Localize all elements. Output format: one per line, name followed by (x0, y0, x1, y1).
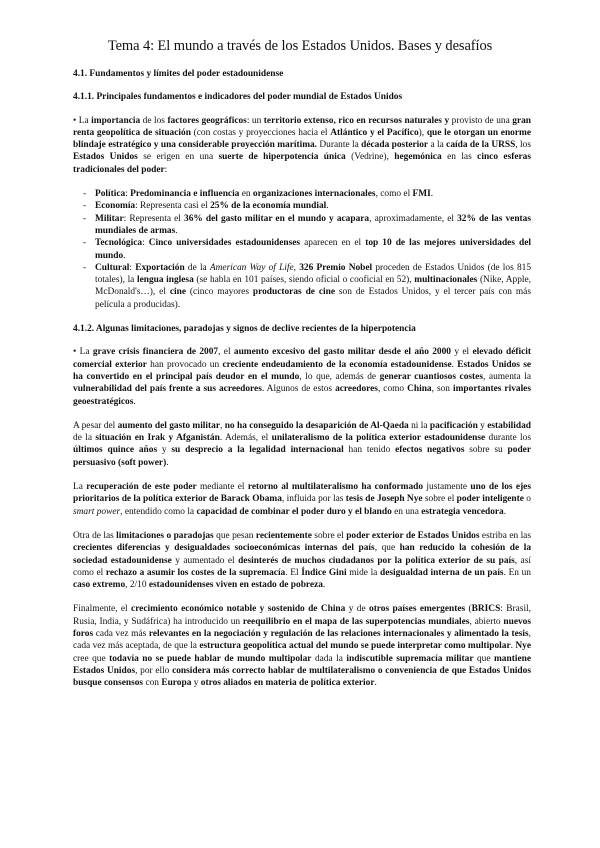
bold-text: nuevos foros (73, 616, 532, 639)
text-run: , 2/10 (125, 580, 149, 591)
text-run: . (322, 580, 326, 591)
italic-text: American Way of Life (209, 262, 294, 273)
bold-text: crecientes diferencias y desigualdades socioeconómicas internas del país (73, 543, 375, 554)
bold-text: grave crisis financiera de 2007 (92, 347, 219, 358)
bold-text: no ha conseguido la desaparición de Al-Qaeda (224, 420, 409, 431)
bold-text: Nye (515, 641, 532, 652)
bold-text: situación en Irak y Afganistán (95, 433, 220, 444)
text-run: sobre el (422, 494, 457, 505)
text-run: o (523, 494, 531, 505)
text-run: sobre el (311, 530, 347, 541)
bold-text: Política (95, 189, 126, 200)
text-run: de la (73, 433, 96, 444)
text-run: . (510, 641, 516, 652)
text-run: , aproximadamente, el (369, 213, 458, 224)
text-run: . (430, 189, 434, 200)
bold-text: caída de la URSS (446, 140, 516, 151)
text-run: ( (465, 604, 472, 615)
paragraph-inequality (73, 530, 531, 591)
list-dash: - (83, 213, 87, 224)
list-item-text (95, 201, 329, 211)
text-run: son de Estados Unidos, y el tercer país con más película a producidas). (95, 287, 531, 310)
text-run: , por ello (135, 665, 173, 676)
text-run: Otra de las (73, 530, 117, 541)
bold-text: aumento del gasto militar (117, 420, 220, 431)
bold-text: 32% de las ventas mundiales de armas (95, 213, 531, 236)
bold-text: generar cuantiosos costes (379, 371, 483, 382)
text-run: . (123, 250, 126, 261)
bold-text: otros países emergentes (369, 604, 466, 615)
bold-text: tesis de Joseph Nye (345, 494, 423, 505)
text-run: y (191, 678, 201, 689)
list-item-text (95, 238, 531, 260)
text-run: estriba en las (479, 530, 531, 541)
list-item-economia (73, 200, 531, 212)
text-run: . El (285, 567, 302, 578)
text-run: en las (441, 152, 478, 163)
text-run: aparecen en el (300, 238, 366, 249)
bold-text: poder persuasivo (soft power) (73, 445, 531, 468)
text-run: : (129, 262, 136, 273)
bold-text: Europa (161, 678, 192, 689)
bold-text: poder exterior de Estados Unidos (346, 530, 480, 541)
text-run: cree que (73, 653, 110, 664)
text-run: , lo que, además de (299, 371, 380, 382)
bold-text: Cultural (95, 262, 130, 273)
text-run: (se habla en 101 países, siendo oficial o cooficial en 52), (193, 275, 415, 286)
list-item-text (95, 263, 531, 310)
bold-text: retorno al multilateralismo (247, 482, 359, 493)
text-run: que pesan (213, 530, 256, 541)
text-run: : (142, 238, 149, 249)
bold-text: Atlántico y el Pacífico (330, 127, 419, 138)
text-run: y (157, 445, 172, 456)
paragraph-multipolar (73, 603, 531, 689)
bold-text: organizaciones internacionales (252, 189, 376, 200)
bold-text: ha conformado (361, 482, 424, 493)
text-run: , el (218, 347, 234, 358)
bold-text: indiscutible supremacía militar (346, 653, 474, 664)
bold-text: BRICS (471, 604, 501, 615)
text-run: , entendido como la (120, 506, 197, 517)
bold-text: acreedores (335, 384, 378, 395)
text-run: . En un (503, 567, 531, 578)
text-run: de los (140, 115, 168, 126)
bold-text: todavía no se puede hablar de mundo multipolar (109, 653, 312, 664)
bold-text: que le otorgan un enorme blindaje estratégico y una considerable proyección marítima. (73, 127, 531, 151)
text-run: , los (515, 140, 531, 151)
text-run: a la (428, 140, 447, 151)
text-run: . (374, 678, 377, 689)
paragraph-smart-power (73, 481, 531, 518)
bold-text: China (407, 384, 432, 395)
subsection-heading: 4.1.2. Algunas limitaciones, paradojas y signos de declive recientes de la hiperpotencia (73, 324, 416, 335)
text-run: . (166, 457, 169, 468)
bold-text: productoras de cine (252, 287, 335, 298)
text-run: : (164, 164, 168, 175)
text-run: . Algunos de estos (261, 384, 336, 395)
bold-text: relevantes en la negociación y regulación de las relaciones internacionales y alimentado la tesis (148, 628, 529, 639)
bold-text: multinacionales (414, 275, 478, 286)
text-run: (cinco mayores (186, 287, 253, 298)
subsection-heading: 4.1.1. Principales fundamentos e indicadores del poder mundial de Estados Unidos (73, 92, 403, 103)
bold-text: pacificación (429, 420, 478, 431)
bold-text: Economía (95, 201, 136, 212)
bold-text: lengua inglesa (136, 275, 194, 286)
text-run: . (326, 201, 329, 212)
text-run: cada vez más (93, 628, 149, 639)
text-run: mide la (346, 567, 380, 578)
list-dash: - (83, 189, 87, 200)
bold-text: Predominancia e influencia (130, 189, 240, 200)
text-run: , (293, 262, 300, 273)
bold-text: suerte de hiperpotencia única (218, 152, 346, 163)
text-run: , abierto (469, 616, 504, 627)
bold-text: efectos negativos (395, 445, 465, 456)
document-title: Tema 4: El mundo a través de los Estados Unidos. Bases y desafíos (107, 38, 493, 54)
bold-text: crecimiento económico notable y sostenido de China (131, 604, 346, 615)
text-run: justamente (423, 482, 471, 493)
document-body (73, 68, 531, 701)
bold-text: Exportación (135, 262, 185, 273)
bold-text: Índice Gini (301, 567, 347, 578)
bold-text: Estados Unidos (73, 152, 138, 163)
paragraph-military-spending (73, 420, 531, 469)
bold-text: década posterior (361, 140, 429, 151)
bold-text: Cinco universidades estadounidenses (148, 238, 301, 249)
text-run: con (143, 678, 162, 689)
bold-text: últimos quince años (73, 445, 158, 456)
text-run: proceden de Estados Unidos (de los 815 totales), la (95, 262, 532, 286)
section-heading: 4.1. Fundamentos y límites del poder estadounidense (73, 69, 284, 79)
bold-text: han reducido la cohesión de la sociedad estadounidense (73, 543, 532, 566)
bold-text: 36% del gasto militar en el mundo y acapara (184, 213, 370, 224)
bold-text: estadounidenses viven en estado de pobreza (148, 580, 323, 591)
text-run: de la (184, 262, 210, 273)
list-item-text (95, 214, 531, 236)
bold-text: su desprecio a la legalidad internacional (171, 445, 344, 456)
bold-text: FMI (412, 189, 431, 200)
text-run: , como (377, 384, 408, 395)
paragraph-geographic-factors (73, 115, 531, 176)
bold-text: otros aliados en materia de política exterior (200, 678, 375, 689)
list-dash: - (83, 238, 87, 249)
text-run: . (451, 359, 458, 370)
italic-text: smart power (73, 506, 121, 517)
text-run: en una (391, 506, 422, 517)
list-item-politica (73, 188, 531, 200)
bold-text: estabilidad (487, 420, 531, 431)
text-run: han tenido (343, 445, 396, 456)
text-run: : Representa el (123, 213, 184, 224)
text-run: , como el (375, 189, 413, 200)
bold-text: rechazo a asumir los costes de la supremacía (105, 567, 286, 578)
text-run: . Además, el (219, 433, 272, 444)
text-run: : Representa casi el (135, 201, 211, 212)
text-run: y aumentado el (171, 555, 239, 566)
text-run: han provocado un (146, 359, 223, 370)
bold-text: unilateralismo de la política exterior estadounidense (271, 433, 486, 444)
bold-text: Tecnológica (95, 238, 143, 249)
text-run: Durante la (317, 140, 362, 151)
bold-text: estrategia vencedora (421, 506, 504, 517)
list-item-militar (73, 213, 531, 238)
bold-text: capacidad de combinar el poder duro y el blando (196, 506, 392, 517)
bold-text: factores geográficos (167, 115, 247, 126)
text-run: y (477, 420, 488, 431)
text-run: sobre su (464, 445, 508, 456)
bold-text: importancia (91, 115, 141, 126)
text-run: , son (431, 384, 453, 395)
text-run: • La (73, 115, 92, 126)
text-run: La (73, 482, 87, 493)
text-run: (Vedrine), (345, 152, 395, 163)
text-run: , así como el (73, 555, 531, 578)
bold-text: elevado déficit comercial exterior (73, 347, 531, 370)
bold-text: aumento excesivo del gasto militar desde el año 2000 (233, 347, 451, 358)
list-dash: - (83, 201, 87, 212)
text-run: en (239, 189, 253, 200)
bold-text: importantes rivales geoestratégicos (73, 384, 531, 407)
bold-text: desinterés de muchos ciudadanos por la política exterior de su país (238, 555, 515, 566)
text-run: dada la (311, 653, 347, 664)
bold-text: cine (169, 287, 186, 298)
text-run: , que (374, 543, 400, 554)
bold-text: considera más correcto hablar de multilateralismo o conveniencia de que Estados Unidos busque consensos (73, 665, 531, 689)
bold-text: reequilibrio en el mapa de las superpotencias mundiales (242, 616, 470, 627)
text-run: mediante el (196, 482, 248, 493)
list-dash: - (83, 262, 87, 273)
bold-text: mantiene Estados Unidos (73, 653, 531, 676)
text-run: , (220, 420, 225, 431)
bold-text: Militar (95, 213, 124, 224)
power-spheres-list (73, 188, 531, 311)
text-run: (Nike, Apple, McDonald's…), el (95, 275, 531, 298)
text-run: , cada vez más aceptada, de que la (73, 628, 531, 652)
text-run: y de (345, 604, 369, 615)
text-run: . (175, 225, 178, 236)
text-run: . (133, 396, 136, 407)
bold-text: uno de los ejes prioritarios de la política exterior de Barack Obama (73, 482, 531, 505)
bold-text: hegemónica (394, 152, 442, 163)
text-run: , aumenta la (482, 371, 531, 382)
bold-text: limitaciones o paradojas (116, 530, 214, 541)
bold-text: cinco esferas tradicionales del poder (73, 152, 532, 175)
text-run: . (503, 506, 507, 517)
bold-text: desigualdad interna de un país (379, 567, 504, 578)
text-run: provisto de una (449, 115, 513, 126)
bold-text: recuperación de este poder (86, 482, 197, 493)
text-run: (con costas y proyecciones hacia el (190, 127, 331, 138)
bold-text: territorio extenso, rico en recursos naturales y (263, 115, 450, 126)
bold-text: creciente endeudamiento de la economía estadounidense (222, 359, 452, 370)
text-run: : (125, 189, 131, 200)
bold-text: Estados Unidos se ha convertido en el principal país deudor en el mundo (73, 359, 532, 382)
text-run: durante los (485, 433, 531, 444)
text-run: A pesar del (73, 420, 118, 431)
paragraph-financial-crisis (73, 346, 531, 407)
text-run: , influida por las (281, 494, 346, 505)
text-run: se erigen en una (137, 152, 219, 163)
bold-text: vulnerabilidad del país frente a sus acreedores (73, 384, 262, 395)
bold-text: 326 Premio Nobel (299, 262, 373, 273)
text-run: : un (246, 115, 264, 126)
bold-text: 25% de la economía mundial (210, 201, 327, 212)
bold-text: caso extremo (73, 580, 126, 591)
text-run: • La (73, 347, 93, 358)
bold-text: recientemente (255, 530, 312, 541)
text-run: ni la (408, 420, 430, 431)
text-run: : Brasil, Rusia, India, y Sudáfrica) ha introducido un (73, 604, 532, 627)
bold-text: top 10 de las mejores universidades del mundo (95, 238, 531, 261)
text-run: que (473, 653, 494, 664)
bold-text: poder inteligente (456, 494, 524, 505)
text-run: y el (451, 347, 473, 358)
list-item-cultural (73, 262, 531, 311)
text-run: ), (418, 127, 427, 138)
text-run: Finalmente, el (73, 604, 132, 615)
list-item-tecnologica (73, 237, 531, 262)
bold-text: gran renta geopolítica de situación (73, 115, 531, 138)
bold-text: estructura geopolítica actual del mundo se puede interpretar como multipolar (199, 641, 511, 652)
list-item-text (95, 189, 433, 199)
